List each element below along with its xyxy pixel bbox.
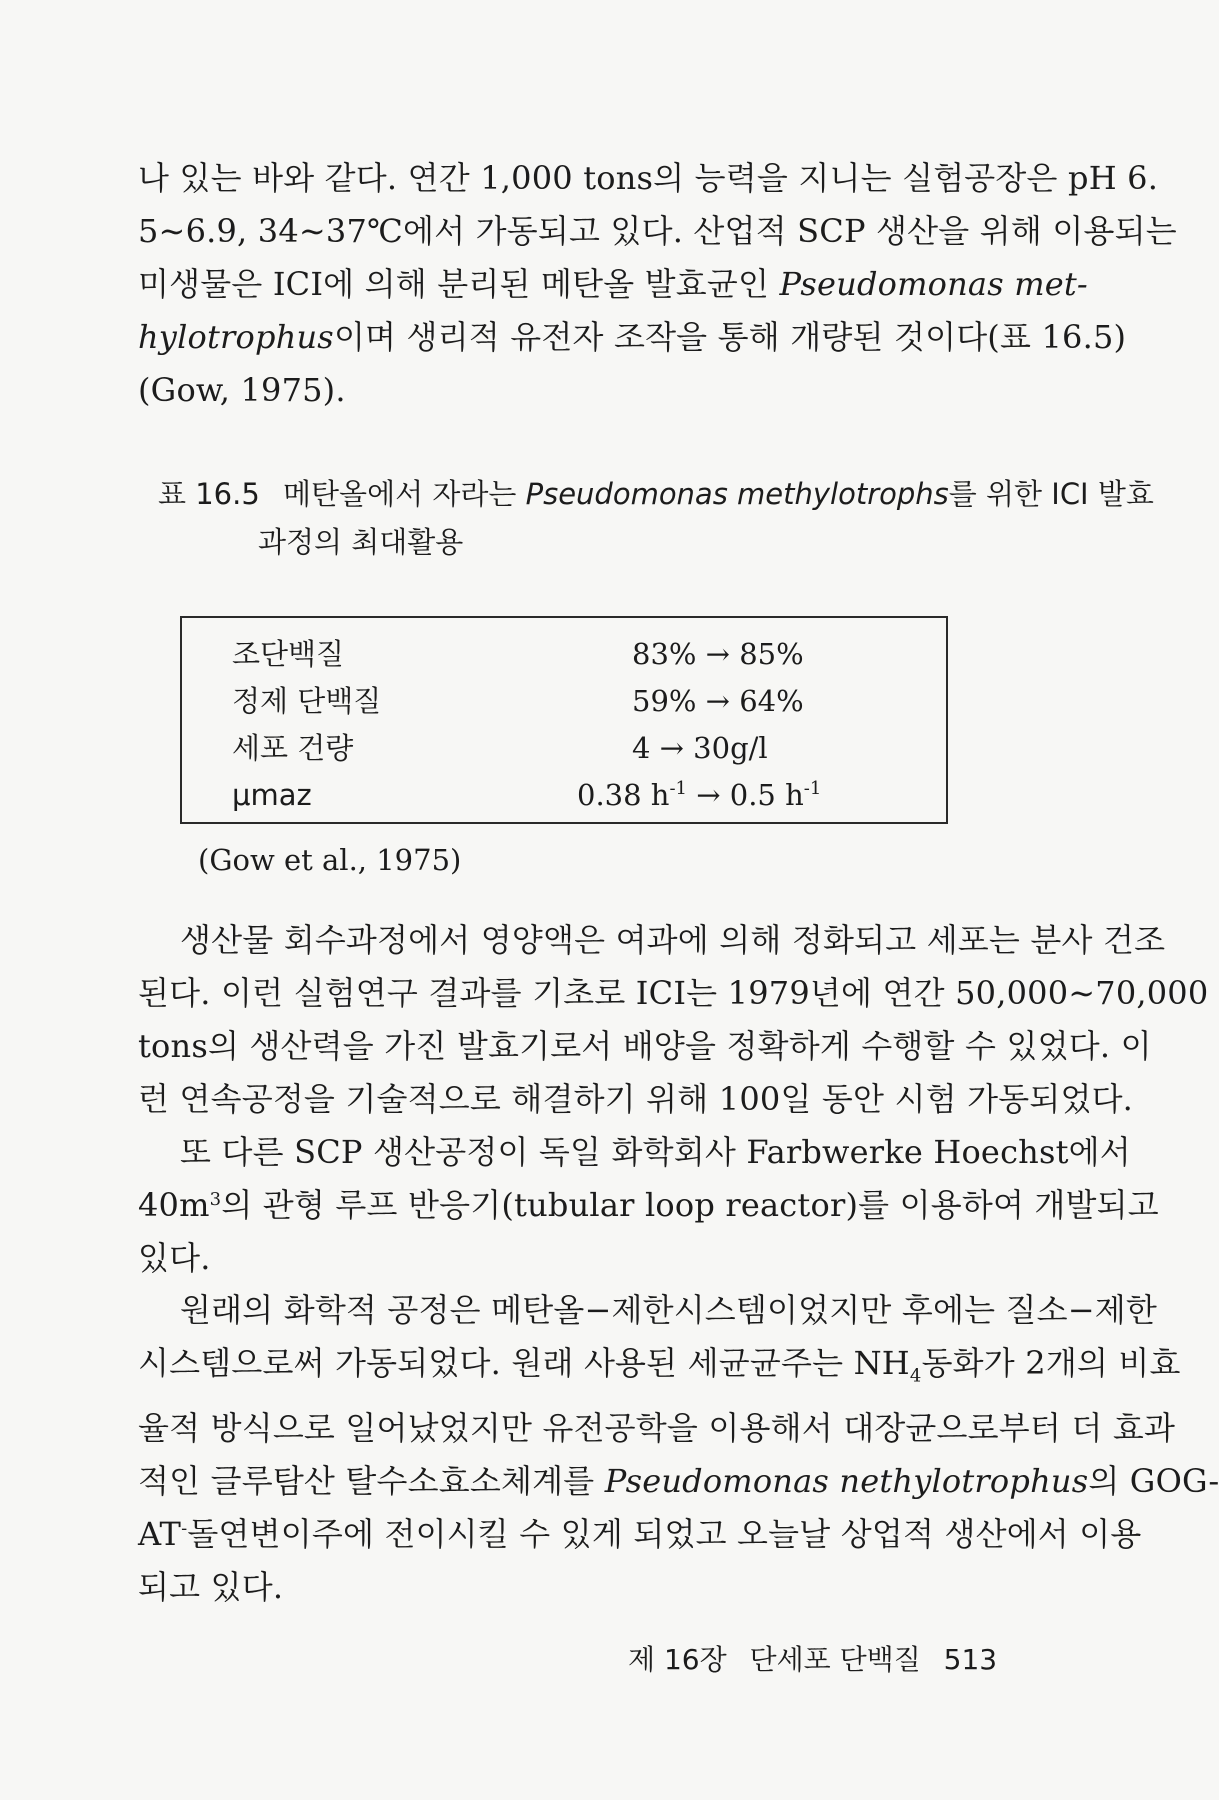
- para2-line-2: 된다. 이런 실험연구 결과를 기초로 ICI는 1979년에 연간 50,000∼70,000: [138, 974, 1209, 1012]
- page-footer: [628, 1640, 1011, 1680]
- table-caption-line-2: 과정의 최대활용: [258, 525, 464, 559]
- row-label: 세포 건량: [232, 731, 354, 765]
- data-table: [180, 616, 948, 824]
- para4-line-5: AT-돌연변이주에 전이시킬 수 있게 되었고 오늘날 상업적 생산에서 이용: [138, 1515, 1142, 1554]
- para3-line-3: 있다.: [138, 1239, 211, 1277]
- table-row: [182, 773, 946, 817]
- row-value: 0.38 $h^{-1} \to 0.5$ $h^{-1}$: [577, 778, 822, 812]
- table-source: (Gow et al., 1975): [198, 843, 462, 877]
- row-value: 4 → 30g/l: [632, 731, 768, 765]
- para4-line-4: 적인 글루탐산 탈수소효소체계를 Pseudomonas nethylotrophus의 GOG-: [138, 1462, 1219, 1501]
- para2-line-4: 런 연속공정을 기술적으로 해결하기 위해 100일 동안 시험 가동되었다.: [138, 1080, 1134, 1118]
- footer-title: 단세포 단백질: [749, 1643, 921, 1676]
- species-name: Pseudomonas nethylotrophus: [604, 1462, 1089, 1501]
- row-label: 정제 단백질: [232, 684, 382, 718]
- para3-line-2: $40m^3$의 관형 루프 반응기(tubular loop reactor)를 이용하여 개발되고: [138, 1186, 1159, 1224]
- para1-line-4: hylotrophus이며 생리적 유전자 조작을 통해 개량된 것이다(표 16.5): [138, 318, 1127, 356]
- para3-line-1: 또 다른 SCP 생산공정이 독일 화학회사 Farbwerke Hoechst에서: [180, 1133, 1131, 1171]
- paragraph-3: [138, 1126, 1159, 1285]
- para2-line-1: 생산물 회수과정에서 영양액은 여과에 의해 정화되고 세포는 분사 건조: [180, 921, 1166, 959]
- page-number: 513: [943, 1643, 998, 1676]
- para1-line-1: 나 있는 바와 같다. 연간 1,000 tons의 능력을 지니는 실험공장은 pH 6.: [138, 159, 1159, 197]
- row-label: 조단백질: [232, 637, 345, 671]
- para4-line-6: 되고 있다.: [138, 1568, 284, 1607]
- paragraph-1: [138, 152, 1177, 417]
- para1-line-2: 5∼6.9, 34∼37℃에서 가동되고 있다. 산업적 SCP 생산을 위해 이용되는: [138, 212, 1177, 250]
- table-number: 표 16.5: [158, 477, 260, 511]
- paragraph-2: [138, 914, 1209, 1126]
- table-row: [182, 632, 946, 676]
- row-value: 83% → 85%: [632, 637, 804, 671]
- paragraph-4: [138, 1284, 1219, 1614]
- para1-line-5: (Gow, 1975).: [138, 371, 346, 409]
- table-row: [182, 679, 946, 723]
- row-label: μmaz: [232, 778, 312, 812]
- para4-line-3: 율적 방식으로 일어났었지만 유전공학을 이용해서 대장균으로부터 더 효과: [138, 1409, 1176, 1448]
- table-caption: 표 16.5 메탄올에서 자라는 Pseudomonas methylotrophs를 위한 ICI 발효 과정의 최대활용: [158, 470, 1154, 566]
- para4-line-1: 원래의 화학적 공정은 메탄올−제한시스템이었지만 후에는 질소−제한: [180, 1291, 1158, 1329]
- para4-line-2: 시스템으로써 가동되었다. 원래 사용된 세균균주는 $NH_4$동화가 2개의 비효: [138, 1344, 1181, 1387]
- species-name: hylotrophus: [138, 318, 334, 356]
- footer-chapter: 제 16장: [628, 1643, 727, 1676]
- para1-line-3: 미생물은 ICI에 의해 분리된 메탄올 발효균인 Pseudomonas met-: [138, 265, 1088, 303]
- row-value: 59% → 64%: [632, 684, 804, 718]
- species-name: Pseudomonas methylotrophs: [525, 477, 949, 511]
- species-name: Pseudomonas met-: [779, 265, 1088, 303]
- table-row: [182, 726, 946, 770]
- para2-line-3: tons의 생산력을 가진 발효기로서 배양을 정확하게 수행할 수 있었다. 이: [138, 1027, 1152, 1065]
